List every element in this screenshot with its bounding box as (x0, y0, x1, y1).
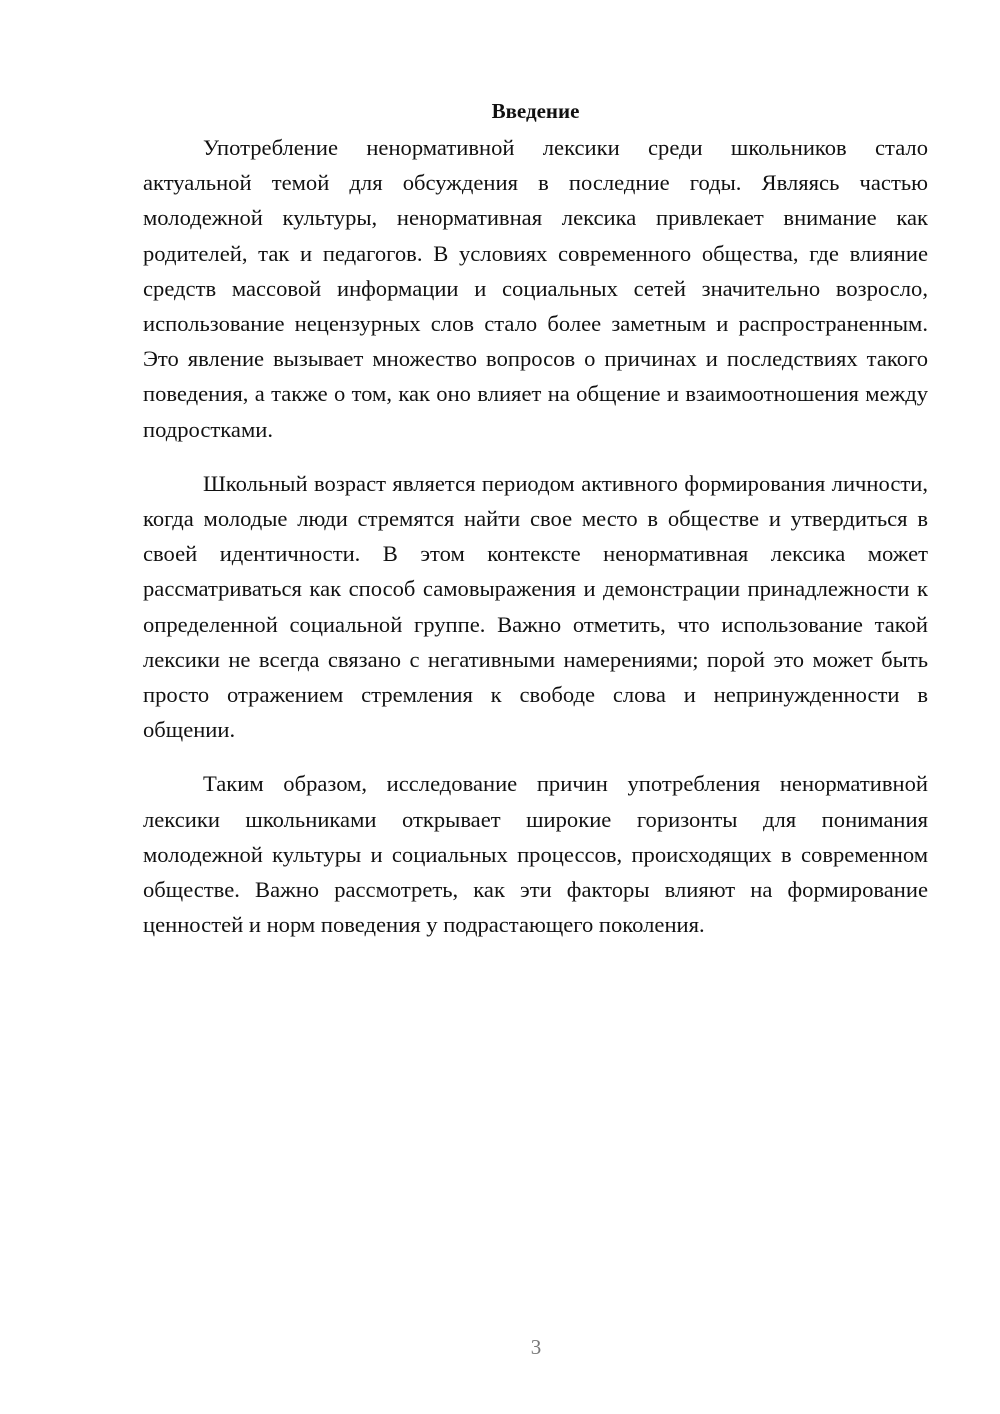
paragraph-2: Школьный возраст является периодом активного формирования личности, когда молодые люди стремятся найти свое место в обществе и утвердиться в своей идентичности. В этом контексте ненормативная лексика может рассматриваться как способ самовыражения и демонстрации принадлежности к определенной социальной группе. Важно отметить, что использование такой лексики не всегда связано с негативными намерениями; порой это может быть просто отражением стремления к свободе слова и непринужденности в общении. (143, 470, 928, 743)
paragraph-3: Таким образом, исследование причин употребления ненормативной лексики школьниками открывает широкие горизонты для понимания молодежной культуры и социальных процессов, происходящих в современном обществе. Важно рассмотреть, как эти факторы влияют на формирование ценностей и норм поведения у подрастающего поколения. (143, 771, 928, 938)
section-heading: Введение (491, 99, 580, 123)
page-number: 3 (530, 1335, 542, 1359)
page-content (143, 96, 928, 961)
paragraph-1: Употребление ненормативной лексики среди школьников стало актуальной темой для обсуждения в последние годы. Являясь частью молодежной культуры, ненормативная лексика привлекает внимание как родителей, так и педагогов. В условиях современного общества, где влияние средств массовой информации и социальных сетей значительно возросло, использование нецензурных слов стало более заметным и распространенным. Это явление вызывает множество вопросов о причинах и последствиях такого поведения, а также о том, как оно влияет на общение и взаимоотношения между подростками. (143, 135, 928, 442)
